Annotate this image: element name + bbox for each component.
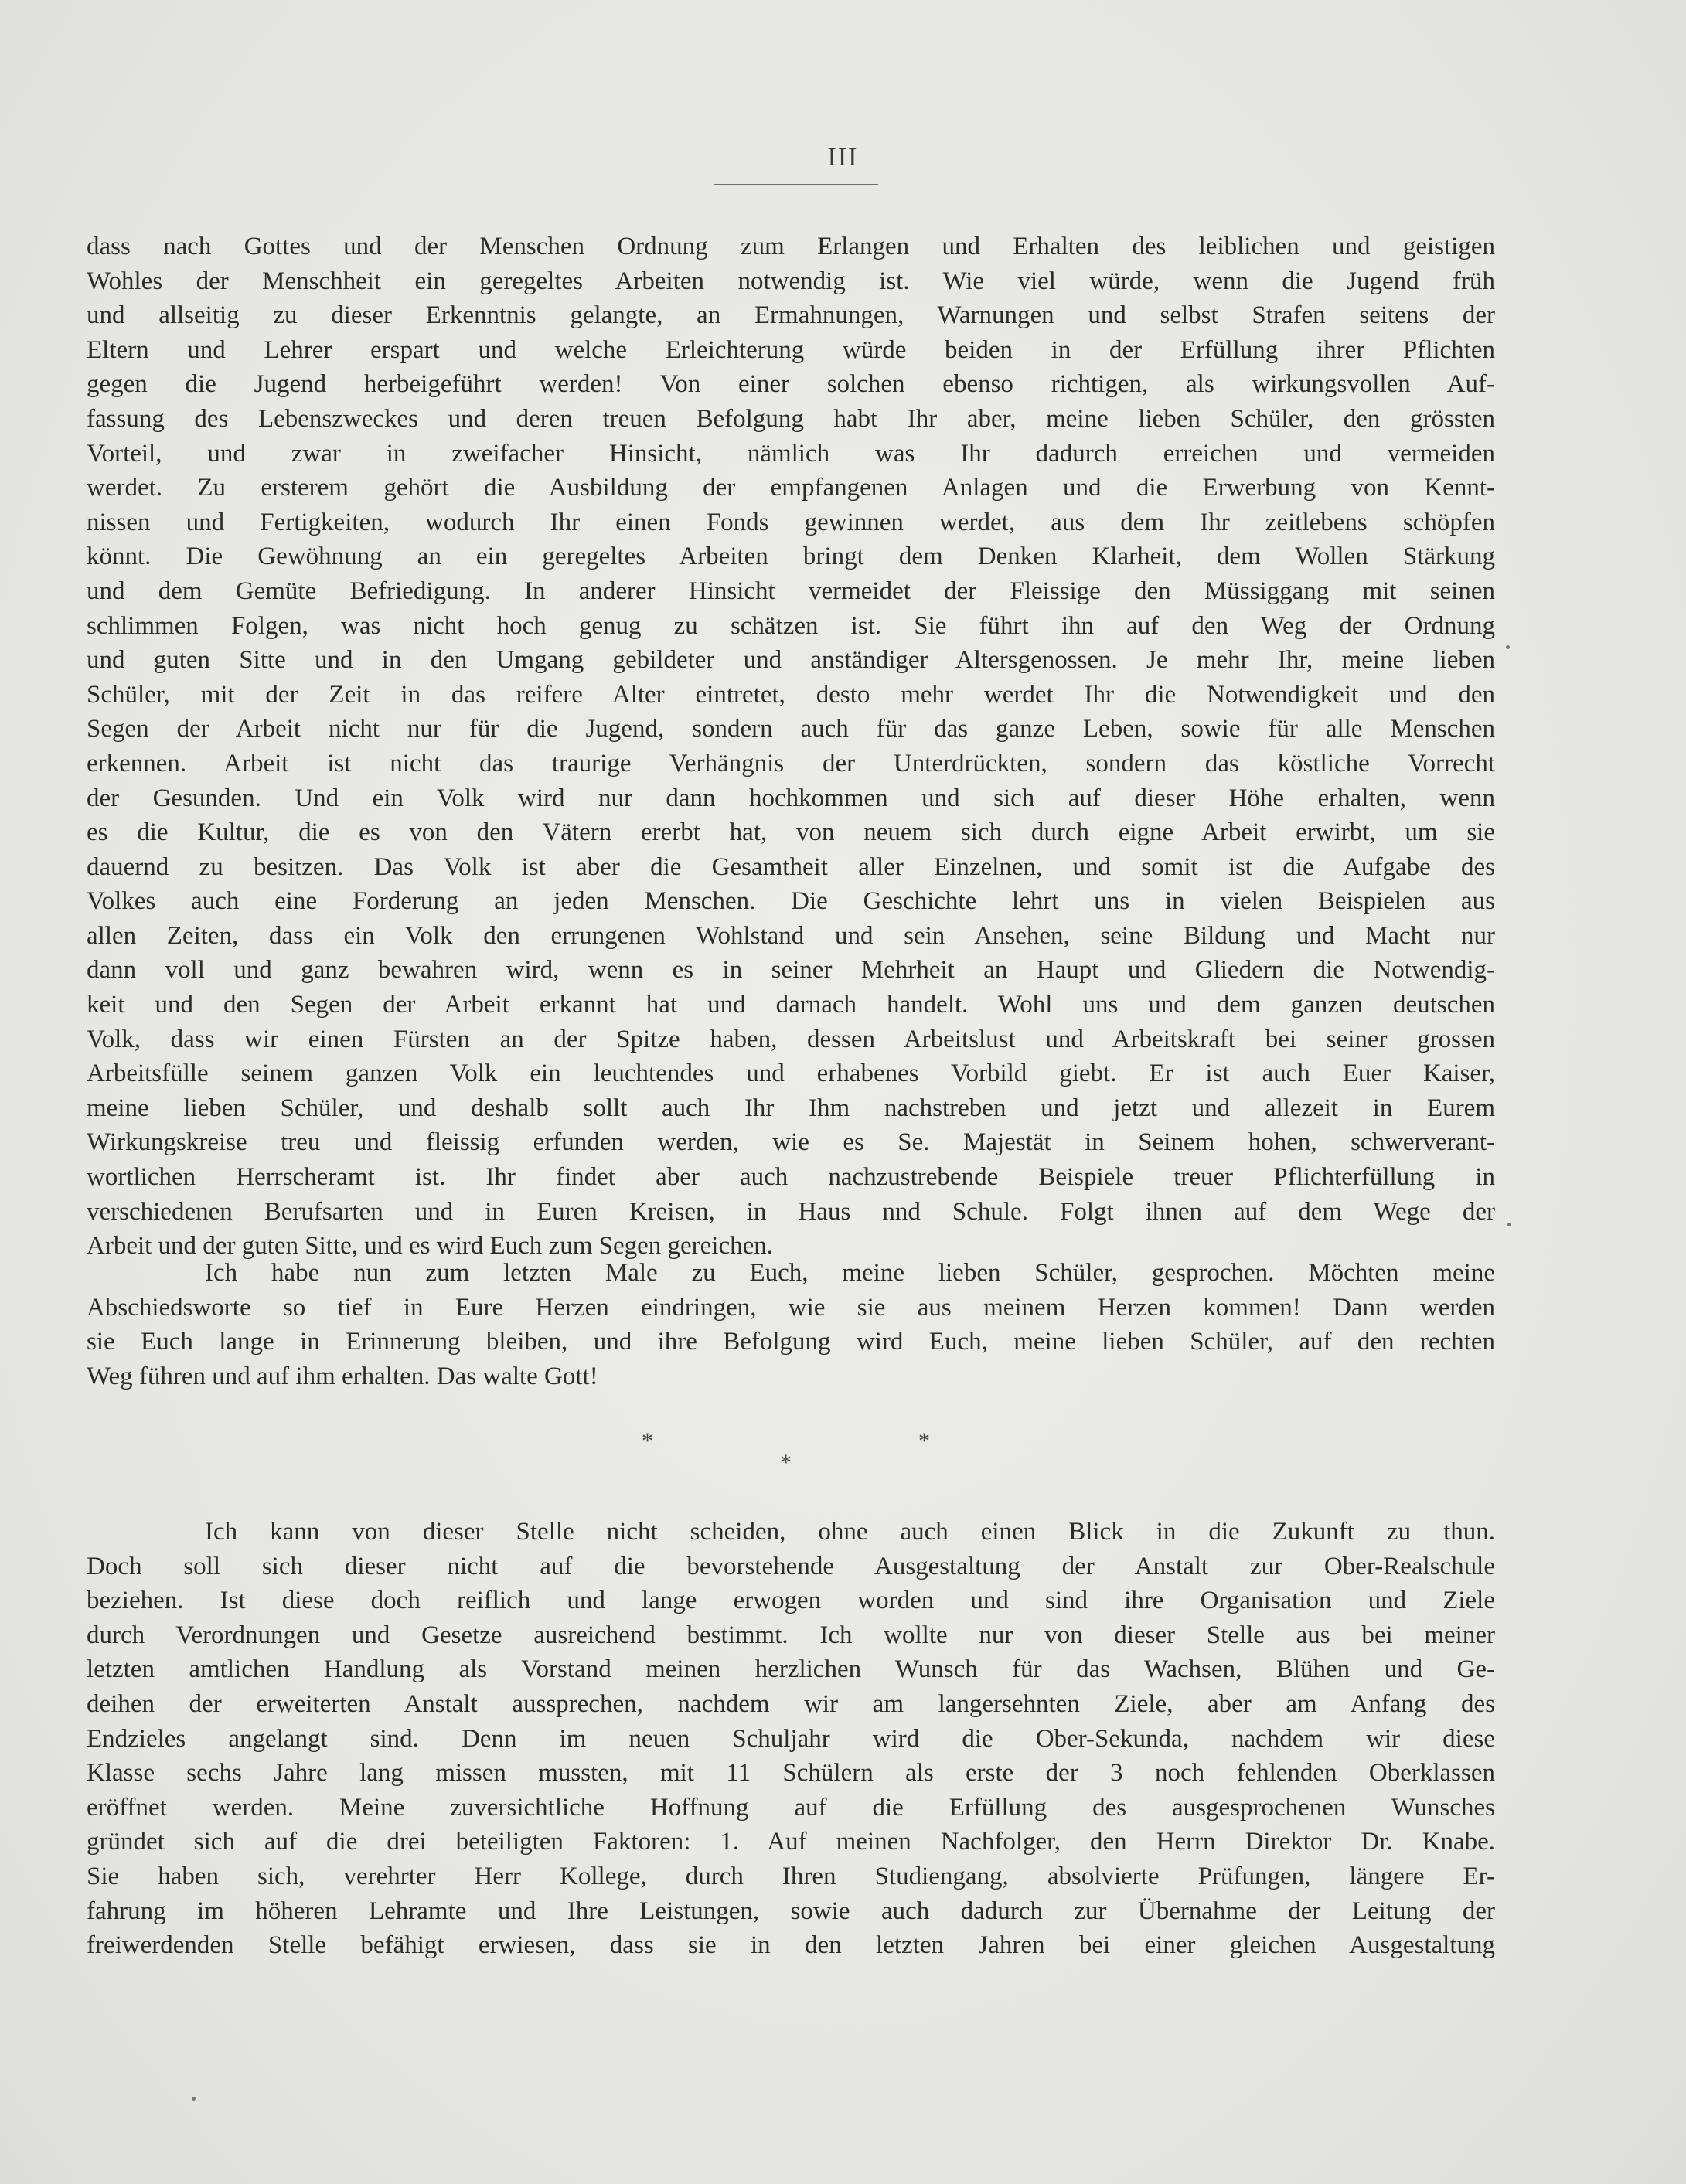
- text-line: Klasse sechs Jahre lang missen mussten, mit 11 Schülern als erste der 3 noch fehlenden Oberklassen: [87, 1759, 1495, 1788]
- separator-asterisk: *: [918, 1428, 930, 1454]
- text-line: letzten amtlichen Handlung als Vorstand meinen herzlichen Wunsch für das Wachsen, Blühen und Ge-: [87, 1655, 1495, 1684]
- text-line: keit und den Segen der Arbeit erkannt hat und darnach handelt. Wohl uns und dem ganzen deutschen: [87, 991, 1495, 1019]
- text-line: dann voll und ganz bewahren wird, wenn es in seiner Mehrheit an Haupt und Gliedern die Notwendig-: [87, 956, 1495, 985]
- text-line: Eltern und Lehrer erspart und welche Erleichterung würde beiden in der Erfüllung ihrer Pflichten: [87, 335, 1495, 364]
- text-line: Sie haben sich, verehrter Herr Kollege, durch Ihren Studiengang, absolvierte Prüfungen, längere Er-: [87, 1862, 1495, 1890]
- text-line: Wohles der Menschheit ein geregeltes Arbeiten notwendig ist. Wie viel würde, wenn die Jugend früh: [87, 267, 1495, 295]
- text-line: Wirkungskreise treu und fleissig erfunden werden, wie es Se. Majestät in Seinem hohen, schwerverant-: [87, 1128, 1495, 1157]
- text-line: Volk, dass wir einen Fürsten an der Spitze haben, dessen Arbeitslust und Arbeitskraft bei seiner grossen: [87, 1025, 1495, 1053]
- text-line: Arbeit und der guten Sitte, und es wird Euch zum Segen gereichen.: [87, 1232, 774, 1260]
- text-line: eröffnet werden. Meine zuversichtliche Hoffnung auf die Erfüllung des ausgesprochenen Wunsches: [87, 1793, 1495, 1822]
- text-line: verschiedenen Berufsarten und in Euren Kreisen, in Haus nnd Schule. Folgt ihnen auf dem Wege der: [87, 1197, 1495, 1226]
- text-line: der Gesunden. Und ein Volk wird nur dann hochkommen und sich auf dieser Höhe erhalten, wenn: [87, 784, 1495, 812]
- text-line: Schüler, mit der Zeit in das reifere Alter eintretet, desto mehr werdet Ihr die Notwendigkeit und den: [87, 680, 1495, 709]
- paper-speck: [1506, 645, 1510, 649]
- text-line: Ich habe nun zum letzten Male zu Euch, meine lieben Schüler, gesprochen. Möchten meine: [205, 1259, 1495, 1287]
- paragraph-3: [87, 1515, 1495, 1963]
- text-line: fahrung im höheren Lehramte und Ihre Leistungen, sowie auch dadurch zur Übernahme der Leitung der: [87, 1897, 1495, 1925]
- text-line: gründet sich auf die drei beteiligten Faktoren: 1. Auf meinen Nachfolger, den Herrn Direktor Dr. Knabe.: [87, 1828, 1495, 1856]
- paragraph-2: [87, 1256, 1495, 1393]
- separator-asterisk: *: [780, 1450, 792, 1475]
- text-line: und dem Gemüte Befriedigung. In anderer Hinsicht vermeidet der Fleissige den Müssiggang mit seinen: [87, 577, 1495, 605]
- text-line: gegen die Jugend herbeigeführt werden! Von einer solchen ebenso richtigen, als wirkungsvollen Auf-: [87, 370, 1495, 399]
- header-rule: [714, 184, 878, 185]
- text-line: freiwerdenden Stelle befähigt erwiesen, dass sie in den letzten Jahren bei einer gleichen Ausgestaltung: [87, 1931, 1495, 1960]
- text-line: sie Euch lange in Erinnerung bleiben, und ihre Befolgung wird Euch, meine lieben Schüler, auf den rechten: [87, 1328, 1495, 1356]
- page-number: III: [827, 143, 859, 172]
- text-line: dauernd zu besitzen. Das Volk ist aber die Gesamtheit aller Einzelnen, und somit ist die Aufgabe des: [87, 852, 1495, 881]
- text-line: deihen der erweiterten Anstalt aussprechen, nachdem wir am langersehnten Ziele, aber am Anfang des: [87, 1689, 1495, 1718]
- text-line: könnt. Die Gewöhnung an ein geregeltes Arbeiten bringt dem Denken Klarheit, dem Wollen Stärkung: [87, 543, 1495, 571]
- text-line: Abschiedsworte so tief in Eure Herzen eindringen, wie sie aus meinem Herzen kommen! Dann werden: [87, 1293, 1495, 1322]
- text-line: beziehen. Ist diese doch reiflich und lange erwogen worden und sind ihre Organisation und Ziele: [87, 1587, 1495, 1615]
- paragraph-1: [87, 230, 1495, 1264]
- text-line: und allseitig zu dieser Erkenntnis gelangte, an Ermahnungen, Warnungen und selbst Strafen seitens der: [87, 301, 1495, 330]
- text-line: meine lieben Schüler, und deshalb sollt auch Ihr Ihm nachstreben und jetzt und allezeit in Eurem: [87, 1094, 1495, 1122]
- text-line: nissen und Fertigkeiten, wodurch Ihr einen Fonds gewinnen werdet, aus dem Ihr zeitlebens schöpfen: [87, 508, 1495, 536]
- text-line: es die Kultur, die es von den Vätern ererbt hat, von neuem sich durch eigne Arbeit erwirbt, um sie: [87, 818, 1495, 847]
- text-line: Weg führen und auf ihm erhalten. Das walte Gott!: [87, 1362, 598, 1390]
- text-line: wortlichen Herrscheramt ist. Ihr findet aber auch nachzustrebende Beispiele treuer Pflichterfüllung in: [87, 1163, 1495, 1192]
- paper-speck: [1507, 1223, 1511, 1226]
- text-line: und guten Sitte und in den Umgang gebildeter und anständiger Altersgenossen. Je mehr Ihr, meine lieben: [87, 646, 1495, 675]
- text-line: erkennen. Arbeit ist nicht das traurige Verhängnis der Unterdrückten, sondern das köstliche Vorrecht: [87, 749, 1495, 777]
- text-line: Endzieles angelangt sind. Denn im neuen Schuljahr wird die Ober-Sekunda, nachdem wir diese: [87, 1724, 1495, 1753]
- paper-speck: [192, 2097, 196, 2101]
- text-line: Arbeitsfülle seinem ganzen Volk ein leuchtendes und erhabenes Vorbild giebt. Er ist auch Euer Kaiser,: [87, 1060, 1495, 1088]
- text-line: allen Zeiten, dass ein Volk den errungenen Wohlstand und sein Ansehen, seine Bildung und Macht nur: [87, 921, 1495, 950]
- text-line: werdet. Zu ersterem gehört die Ausbildung der empfangenen Anlagen und die Erwerbung von Kennt-: [87, 474, 1495, 502]
- text-line: Segen der Arbeit nicht nur für die Jugend, sondern auch für das ganze Leben, sowie für alle Menschen: [87, 715, 1495, 743]
- text-line: durch Verordnungen und Gesetze ausreichend bestimmt. Ich wollte nur von dieser Stelle aus bei meiner: [87, 1621, 1495, 1649]
- text-line: schlimmen Folgen, was nicht hoch genug zu schätzen ist. Sie führt ihn auf den Weg der Ordnung: [87, 611, 1495, 640]
- text-line: Vorteil, und zwar in zweifacher Hinsicht, nämlich was Ihr dadurch erreichen und vermeiden: [87, 439, 1495, 468]
- text-line: Doch soll sich dieser nicht auf die bevorstehende Ausgestaltung der Anstalt zur Ober-Realschule: [87, 1552, 1495, 1580]
- separator-asterisk: *: [642, 1428, 653, 1454]
- text-line: dass nach Gottes und der Menschen Ordnung zum Erlangen und Erhalten des leiblichen und geistigen: [87, 233, 1495, 260]
- text-line: fassung des Lebenszweckes und deren treuen Befolgung habt Ihr aber, meine lieben Schüler, den grössten: [87, 404, 1495, 433]
- text-line: Volkes auch eine Forderung an jeden Menschen. Die Geschichte lehrt uns in vielen Beispielen aus: [87, 887, 1495, 916]
- text-line: Ich kann von dieser Stelle nicht scheiden, ohne auch einen Blick in die Zukunft zu thun.: [205, 1518, 1495, 1546]
